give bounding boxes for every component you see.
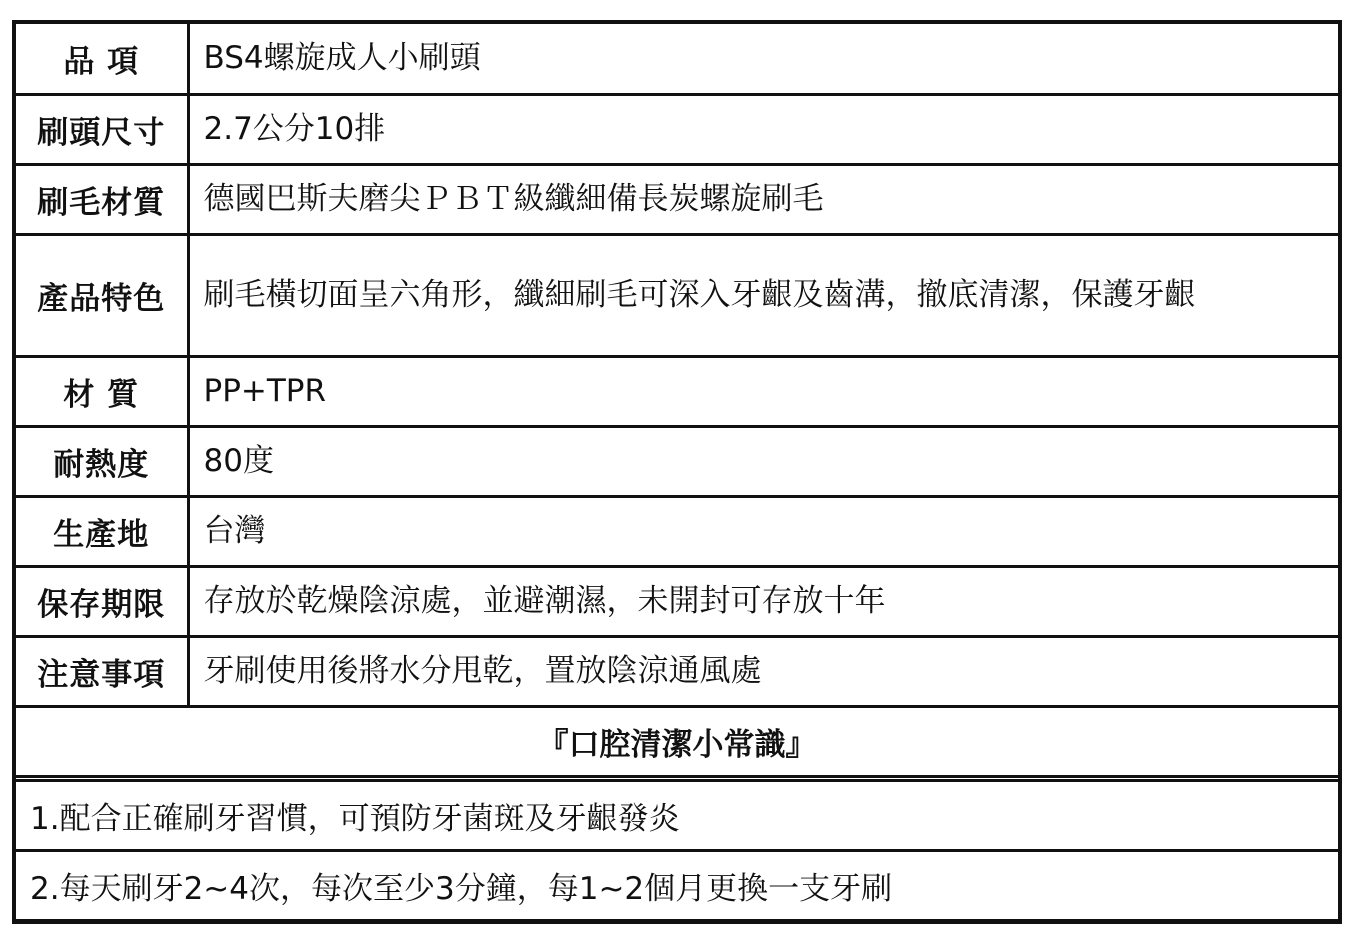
spec-label: 刷毛材質 (16, 164, 188, 234)
spec-value: 80度 (188, 426, 1338, 496)
spec-row-head-size (16, 94, 1338, 164)
spec-label: 刷頭尺寸 (16, 94, 188, 164)
tip-text: 2.每天刷牙2~4次，每次至少3分鐘，每1~2個月更換一支牙刷 (16, 850, 1338, 920)
spec-label: 耐熱度 (16, 426, 188, 496)
spec-label: 注意事項 (16, 636, 188, 706)
spec-value: PP+TPR (188, 356, 1338, 426)
spec-label: 保存期限 (16, 566, 188, 636)
spec-row-features (16, 234, 1338, 356)
spec-label: 品 項 (16, 24, 188, 94)
spec-row-notes (16, 636, 1338, 706)
spec-sheet (12, 20, 1342, 924)
tips-header-row (16, 706, 1338, 776)
spec-label: 材 質 (16, 356, 188, 426)
spec-value: 2.7公分10排 (188, 94, 1338, 164)
tip-row (16, 780, 1338, 850)
spec-label: 產品特色 (16, 234, 188, 356)
spec-table (16, 24, 1338, 922)
spec-row-material (16, 356, 1338, 426)
tip-text: 1.配合正確刷牙習慣，可預防牙菌斑及牙齦發炎 (16, 780, 1338, 850)
tips-title: 『口腔清潔小常識』 (16, 706, 1338, 776)
spec-value: 存放於乾燥陰涼處，並避潮濕，未開封可存放十年 (188, 566, 1338, 636)
spec-row-heat-resistance (16, 426, 1338, 496)
spec-row-item (16, 24, 1338, 94)
spec-row-shelf-life (16, 566, 1338, 636)
tip-row (16, 850, 1338, 920)
spec-value: 德國巴斯夫磨尖ＰＢＴ級纖細備長炭螺旋刷毛 (188, 164, 1338, 234)
spec-value: 刷毛橫切面呈六角形，纖細刷毛可深入牙齦及齒溝，撤底清潔，保護牙齦 (188, 234, 1338, 356)
spec-row-origin (16, 496, 1338, 566)
spec-row-bristle-material (16, 164, 1338, 234)
spec-value: BS4螺旋成人小刷頭 (188, 24, 1338, 94)
spec-value: 牙刷使用後將水分甩乾，置放陰涼通風處 (188, 636, 1338, 706)
spec-label: 生產地 (16, 496, 188, 566)
spec-value: 台灣 (188, 496, 1338, 566)
